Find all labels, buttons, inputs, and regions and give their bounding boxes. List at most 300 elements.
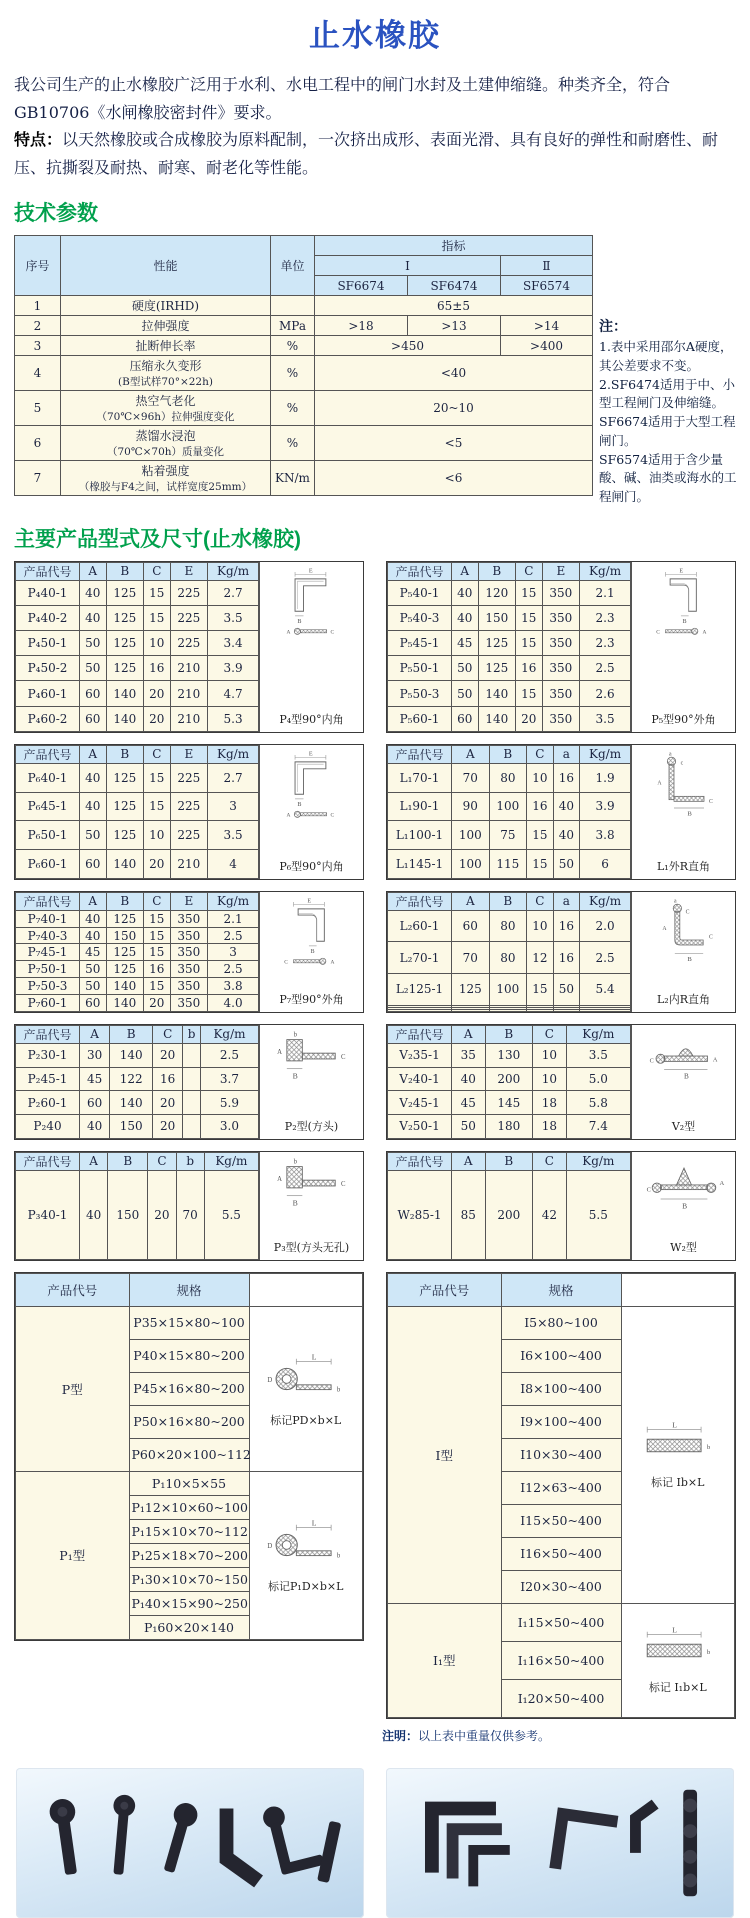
svg-text:b: b xyxy=(293,1158,297,1166)
mark-label: 标记 I₁b×L xyxy=(648,1681,707,1695)
cell: 50 xyxy=(452,681,479,706)
product-code: L₂125-1 xyxy=(388,973,452,1005)
product-table xyxy=(387,892,631,1012)
table-pair-1 xyxy=(14,561,736,733)
product-code: P₆45-1 xyxy=(16,792,80,821)
cell: 140 xyxy=(106,994,144,1011)
column-header: A xyxy=(80,1025,110,1043)
column-header: C xyxy=(148,1152,176,1170)
svg-text:C: C xyxy=(283,959,288,966)
column-header: B xyxy=(489,892,527,910)
cell: 125 xyxy=(106,821,144,850)
column-header: B xyxy=(485,1152,533,1170)
column-header: 产品代号 xyxy=(16,562,80,580)
svg-text:A: A xyxy=(719,1179,724,1187)
table-row xyxy=(388,850,631,879)
column-header: A xyxy=(80,1152,108,1170)
cell: 15 xyxy=(516,631,543,656)
product-code: L₁90-1 xyxy=(388,792,452,821)
product-photo-left xyxy=(16,1768,364,1918)
cell: 125 xyxy=(452,973,490,1005)
corner-inner-diagram xyxy=(266,565,358,639)
table-row xyxy=(16,944,259,961)
cell: 125 xyxy=(106,961,144,978)
spec: I5×80~100 xyxy=(501,1306,621,1339)
cell: 1 xyxy=(15,296,61,316)
svg-text:B: B xyxy=(292,1198,298,1208)
cell: 225 xyxy=(170,580,208,605)
product-code: P₇50-3 xyxy=(16,978,80,995)
spec-table xyxy=(387,1273,735,1718)
product-code: P₂30-1 xyxy=(16,1043,80,1067)
table-row xyxy=(15,296,593,316)
cell: 70 xyxy=(452,763,490,792)
cell: 100 xyxy=(452,850,490,879)
product-table xyxy=(387,745,631,879)
cell: >400 xyxy=(501,336,593,356)
profile-diagram xyxy=(249,1306,363,1471)
svg-text:A: A xyxy=(286,812,290,819)
spec: I9×100~400 xyxy=(501,1405,621,1438)
profile-diagram xyxy=(631,1152,735,1260)
l-outer-diagram xyxy=(638,748,730,828)
product-code: W₂85-1 xyxy=(388,1170,452,1259)
svg-text:D: D xyxy=(267,1376,272,1384)
cell: 5 xyxy=(15,391,61,426)
cell: 225 xyxy=(170,792,208,821)
cell: 3.0 xyxy=(200,1115,258,1139)
product-code: P₅60-1 xyxy=(388,706,452,731)
spec: P40×15×80~200 xyxy=(129,1339,249,1372)
col-header-type1: SF6674 xyxy=(315,276,408,296)
spec: P₁25×18×70~200 xyxy=(129,1543,249,1567)
cell: 65±5 xyxy=(315,296,593,316)
column-header: 规格 xyxy=(129,1273,249,1306)
product-table xyxy=(387,1152,631,1260)
profile-diagram xyxy=(631,1025,735,1139)
cell: 2.0 xyxy=(580,910,631,942)
svg-text:B: B xyxy=(683,1072,689,1081)
product-table xyxy=(15,1025,259,1139)
table-row xyxy=(388,706,631,731)
svg-text:A: A xyxy=(286,629,290,636)
product-code: P₇60-1 xyxy=(16,994,80,1011)
table-row xyxy=(388,631,631,656)
col-header-type2: SF6474 xyxy=(408,276,501,296)
cell: 20 xyxy=(148,1170,176,1259)
column-header: Kg/m xyxy=(208,562,259,580)
profile-diagram xyxy=(259,892,363,1012)
spec: I8×100~400 xyxy=(501,1372,621,1405)
spec: P₁10×5×55 xyxy=(129,1471,249,1495)
column-header: C xyxy=(144,892,171,910)
column-header: C xyxy=(144,745,171,763)
cell: 15 xyxy=(144,978,171,995)
profile-diagram xyxy=(621,1306,735,1603)
profile-diagram xyxy=(259,562,363,732)
product-code xyxy=(388,1009,452,1011)
table-row xyxy=(16,1091,259,1115)
column-header: B xyxy=(106,745,144,763)
column-header: B xyxy=(478,562,516,580)
cell: 60 xyxy=(452,910,490,942)
column-header: a xyxy=(553,892,580,910)
svg-text:C: C xyxy=(655,629,660,636)
cell: 4.0 xyxy=(208,994,259,1011)
table-row xyxy=(16,580,259,605)
table-row xyxy=(16,681,259,706)
product-code: V₂35-1 xyxy=(388,1043,452,1067)
svg-text:E: E xyxy=(306,898,311,905)
column-header: 产品代号 xyxy=(388,1025,452,1043)
cell: 50 xyxy=(80,961,107,978)
cell: 20 xyxy=(144,850,171,879)
diagram-column-header xyxy=(621,1273,735,1306)
cell: 7.4 xyxy=(566,1115,630,1139)
spec: I20×30~400 xyxy=(501,1570,621,1603)
column-header: B xyxy=(110,1025,153,1043)
svg-text:b: b xyxy=(293,1031,297,1039)
cell: 2 xyxy=(15,316,61,336)
product-table-box-p2 xyxy=(14,1024,364,1140)
cell: 40 xyxy=(80,792,107,821)
svg-text:L: L xyxy=(671,1420,677,1430)
product-code: P₇45-1 xyxy=(16,944,80,961)
cell: 4.7 xyxy=(208,681,259,706)
cell: 2.5 xyxy=(208,927,259,944)
product-code: V₂45-1 xyxy=(388,1091,452,1115)
product-photos xyxy=(16,1768,734,1918)
product-code: P₆50-1 xyxy=(16,821,80,850)
cell: 350 xyxy=(170,978,208,995)
cell: 2.5 xyxy=(200,1043,258,1067)
cell: 15 xyxy=(144,792,171,821)
product-code: L₂70-1 xyxy=(388,942,452,974)
col-header-grade1: Ⅰ xyxy=(315,256,501,276)
product-table-box-l1 xyxy=(386,744,736,880)
product-code: P₅45-1 xyxy=(388,631,452,656)
table-pair-5 xyxy=(14,1151,736,1261)
product-photo-right xyxy=(386,1768,734,1918)
cell: 3.5 xyxy=(208,821,259,850)
product-code: P₄40-2 xyxy=(16,605,80,630)
column-header: A xyxy=(452,1152,486,1170)
column-header: A xyxy=(452,562,479,580)
cell: 15 xyxy=(144,605,171,630)
cell: 125 xyxy=(106,656,144,681)
notes-block xyxy=(599,235,742,507)
diagram-caption: L₂内R直角 xyxy=(657,992,710,1006)
cell: 50 xyxy=(553,850,580,879)
product-code: P₄50-1 xyxy=(16,631,80,656)
product-table xyxy=(387,562,631,732)
cell: 40 xyxy=(80,927,107,944)
cell: 2.5 xyxy=(580,656,631,681)
cell: 350 xyxy=(542,706,580,731)
cell: 210 xyxy=(170,656,208,681)
cell: 40 xyxy=(553,821,580,850)
column-header: 规格 xyxy=(501,1273,621,1306)
cell: 3.5 xyxy=(208,605,259,630)
profile-diagram xyxy=(259,1152,363,1260)
cell: 3 xyxy=(208,792,259,821)
column-header: Kg/m xyxy=(580,562,631,580)
profile-diagram xyxy=(631,562,735,732)
svg-text:C: C xyxy=(685,909,690,916)
cell: 200 xyxy=(485,1170,533,1259)
svg-text:B: B xyxy=(292,1071,298,1081)
features-label: 特点： xyxy=(14,130,63,150)
cell: 7 xyxy=(15,461,61,496)
product-code: L₁145-1 xyxy=(388,850,452,879)
cell: 60 xyxy=(80,681,107,706)
product-code: P₅40-3 xyxy=(388,605,452,630)
table-row xyxy=(388,973,631,1005)
svg-text:C: C xyxy=(330,629,334,636)
cell: 125 xyxy=(478,631,516,656)
cell: 350 xyxy=(542,681,580,706)
cell: 16 xyxy=(153,1067,183,1091)
table-row xyxy=(16,706,259,731)
intro-paragraph xyxy=(14,71,736,181)
cell: 15 xyxy=(144,580,171,605)
cell: 40 xyxy=(452,580,479,605)
table-row xyxy=(15,391,593,426)
cell: 210 xyxy=(170,681,208,706)
cell: 180 xyxy=(485,1115,533,1139)
table-row xyxy=(388,580,631,605)
svg-text:B: B xyxy=(681,1201,687,1211)
table-row xyxy=(16,605,259,630)
cell: 15 xyxy=(144,763,171,792)
column-header: Kg/m xyxy=(200,1025,258,1043)
column-header: C xyxy=(516,562,543,580)
cell: 85 xyxy=(452,1170,486,1259)
product-code: P₇50-1 xyxy=(16,961,80,978)
spec: P50×16×80~200 xyxy=(129,1405,249,1438)
cell: 30 xyxy=(80,1043,110,1067)
mark-label: 标记PD×b×L xyxy=(270,1413,342,1427)
cell: MPa xyxy=(271,316,315,336)
column-header: A xyxy=(80,745,107,763)
cell: 115 xyxy=(489,850,527,879)
cell: 140 xyxy=(478,706,516,731)
cell: 2.6 xyxy=(580,681,631,706)
profile-diagram xyxy=(631,745,735,879)
table-row xyxy=(388,792,631,821)
table-row xyxy=(16,821,259,850)
spec: P₁60×20×140 xyxy=(129,1615,249,1639)
cell: 50 xyxy=(452,1115,486,1139)
svg-text:A: A xyxy=(656,780,662,787)
cell xyxy=(183,1067,201,1091)
cell: 70 xyxy=(452,942,490,974)
cell: 60 xyxy=(80,1091,110,1115)
cell: 140 xyxy=(106,978,144,995)
table-row xyxy=(388,1115,631,1139)
spec: P45×16×80~200 xyxy=(129,1372,249,1405)
table-row xyxy=(16,961,259,978)
diagram-caption: P₂型(方头) xyxy=(284,1119,339,1133)
cell: 120 xyxy=(478,580,516,605)
cell: 40 xyxy=(80,763,107,792)
cell: 45 xyxy=(452,1091,486,1115)
cell: 100 xyxy=(452,821,490,850)
product-code: P₅40-1 xyxy=(388,580,452,605)
cell: 3.4 xyxy=(208,631,259,656)
cell: 10 xyxy=(144,821,171,850)
cell: 4 xyxy=(208,850,259,879)
table-row xyxy=(388,1009,631,1011)
cell: >450 xyxy=(315,336,501,356)
table-row xyxy=(15,461,593,496)
p-round-head-diagram xyxy=(260,1516,352,1574)
product-code: V₂50-1 xyxy=(388,1115,452,1139)
page-title: 止水橡胶 xyxy=(309,18,441,53)
cell: 60 xyxy=(80,994,107,1011)
cell: 80 xyxy=(489,910,527,942)
table-row xyxy=(388,605,631,630)
spec: P₁12×10×60~100 xyxy=(129,1495,249,1519)
table-row xyxy=(16,850,259,879)
cell: >18 xyxy=(315,316,408,336)
product-code: P₂45-1 xyxy=(16,1067,80,1091)
product-code: L₁70-1 xyxy=(388,763,452,792)
cell: 3.8 xyxy=(208,978,259,995)
cell: 35 xyxy=(452,1043,486,1067)
diagram-caption: W₂型 xyxy=(670,1240,697,1254)
cell: 40 xyxy=(452,605,479,630)
table-row xyxy=(16,978,259,995)
cell: 16 xyxy=(553,942,580,974)
svg-text:C: C xyxy=(708,798,713,805)
svg-text:E: E xyxy=(308,568,313,575)
svg-text:b: b xyxy=(336,1386,341,1394)
product-code: V₂40-1 xyxy=(388,1067,452,1091)
svg-text:A: A xyxy=(712,1056,717,1064)
cell: 15 xyxy=(527,821,554,850)
cell: 40 xyxy=(80,910,107,927)
cell: >13 xyxy=(408,316,501,336)
product-type: I型 xyxy=(388,1306,502,1603)
product-table-box-w2 xyxy=(386,1151,736,1261)
square-head-diagram xyxy=(266,1028,358,1088)
product-code: P₄40-1 xyxy=(16,580,80,605)
note-line: 2.SF6474适用于中、小型工程闸门及伸缩缝。 xyxy=(599,376,735,411)
diagram-caption: P₅型90°外角 xyxy=(651,712,716,726)
col-header-indicator: 指标 xyxy=(315,236,593,256)
cell: 45 xyxy=(80,1067,110,1091)
cell: 10 xyxy=(144,631,171,656)
table-row xyxy=(388,821,631,850)
cell: 10 xyxy=(527,910,554,942)
cell: 6 xyxy=(580,850,631,879)
cell: 15 xyxy=(516,681,543,706)
column-header: A xyxy=(80,892,107,910)
svg-text:c: c xyxy=(680,760,683,767)
profile-diagram xyxy=(621,1603,735,1717)
svg-text:E: E xyxy=(678,568,683,575)
section-title-product-types: 主要产品型式及尺寸(止水橡胶) xyxy=(14,527,301,551)
cell: 100 xyxy=(489,792,527,821)
cell: % xyxy=(271,391,315,426)
cell: 40 xyxy=(80,1170,108,1259)
cell xyxy=(183,1115,201,1139)
col-header-property: 性能 xyxy=(61,236,271,296)
cell: 140 xyxy=(106,706,144,731)
column-header: Kg/m xyxy=(566,1025,630,1043)
column-header: C xyxy=(153,1025,183,1043)
column-header: 产品代号 xyxy=(388,1152,452,1170)
cell: 粘着强度 （橡胶与F4之间，试样宽度25mm） xyxy=(61,461,271,496)
spec: I₁20×50~400 xyxy=(501,1679,621,1717)
svg-text:A: A xyxy=(276,1175,282,1183)
svg-text:C: C xyxy=(708,934,713,941)
table-row xyxy=(16,994,259,1011)
svg-text:C: C xyxy=(340,1053,346,1061)
cell: 16 xyxy=(144,961,171,978)
column-header: Kg/m xyxy=(580,892,631,910)
column-header: C xyxy=(527,892,554,910)
diagram-column-header xyxy=(249,1273,363,1306)
svg-text:E: E xyxy=(308,751,313,758)
column-header: E xyxy=(170,562,208,580)
cell: % xyxy=(271,356,315,391)
cell: 50 xyxy=(80,821,107,850)
table-row xyxy=(16,792,259,821)
cell: 1.9 xyxy=(580,763,631,792)
cell: 145 xyxy=(485,1091,533,1115)
table-row xyxy=(16,910,259,927)
cell: 2.5 xyxy=(208,961,259,978)
product-code: L₂60-1 xyxy=(388,910,452,942)
spec: P₁15×10×70~112 xyxy=(129,1519,249,1543)
cell: 15 xyxy=(144,927,171,944)
column-header: B xyxy=(489,745,527,763)
column-header: a xyxy=(553,745,580,763)
product-table-box-p6 xyxy=(14,744,364,880)
svg-text:L: L xyxy=(671,1626,677,1636)
cell: 140 xyxy=(110,1043,153,1067)
cell: 40 xyxy=(452,1067,486,1091)
cell: 5.5 xyxy=(566,1170,630,1259)
tech-parameters-table xyxy=(14,235,593,496)
spec-table-p-types xyxy=(14,1272,364,1641)
cell: 3.8 xyxy=(580,821,631,850)
table-pair-2 xyxy=(14,744,736,880)
cell: 70 xyxy=(176,1170,204,1259)
table-row xyxy=(16,927,259,944)
column-header: A xyxy=(452,745,490,763)
cell: 16 xyxy=(553,763,580,792)
svg-text:b: b xyxy=(706,1649,710,1657)
cell: 50 xyxy=(80,631,107,656)
cell: 20~10 xyxy=(315,391,593,426)
product-table-box-v2 xyxy=(386,1024,736,1140)
footnote-label: 注明： xyxy=(382,1728,419,1743)
product-type: P型 xyxy=(16,1306,130,1471)
table-row xyxy=(15,426,593,461)
cell xyxy=(271,296,315,316)
svg-text:C: C xyxy=(340,1180,346,1188)
product-code: P₄60-1 xyxy=(16,681,80,706)
cell: 140 xyxy=(106,681,144,706)
cell xyxy=(580,1009,631,1011)
product-table-box-p3 xyxy=(14,1151,364,1261)
cell: 225 xyxy=(170,605,208,630)
diagram-caption: V₂型 xyxy=(671,1119,696,1133)
cell: 6 xyxy=(15,426,61,461)
